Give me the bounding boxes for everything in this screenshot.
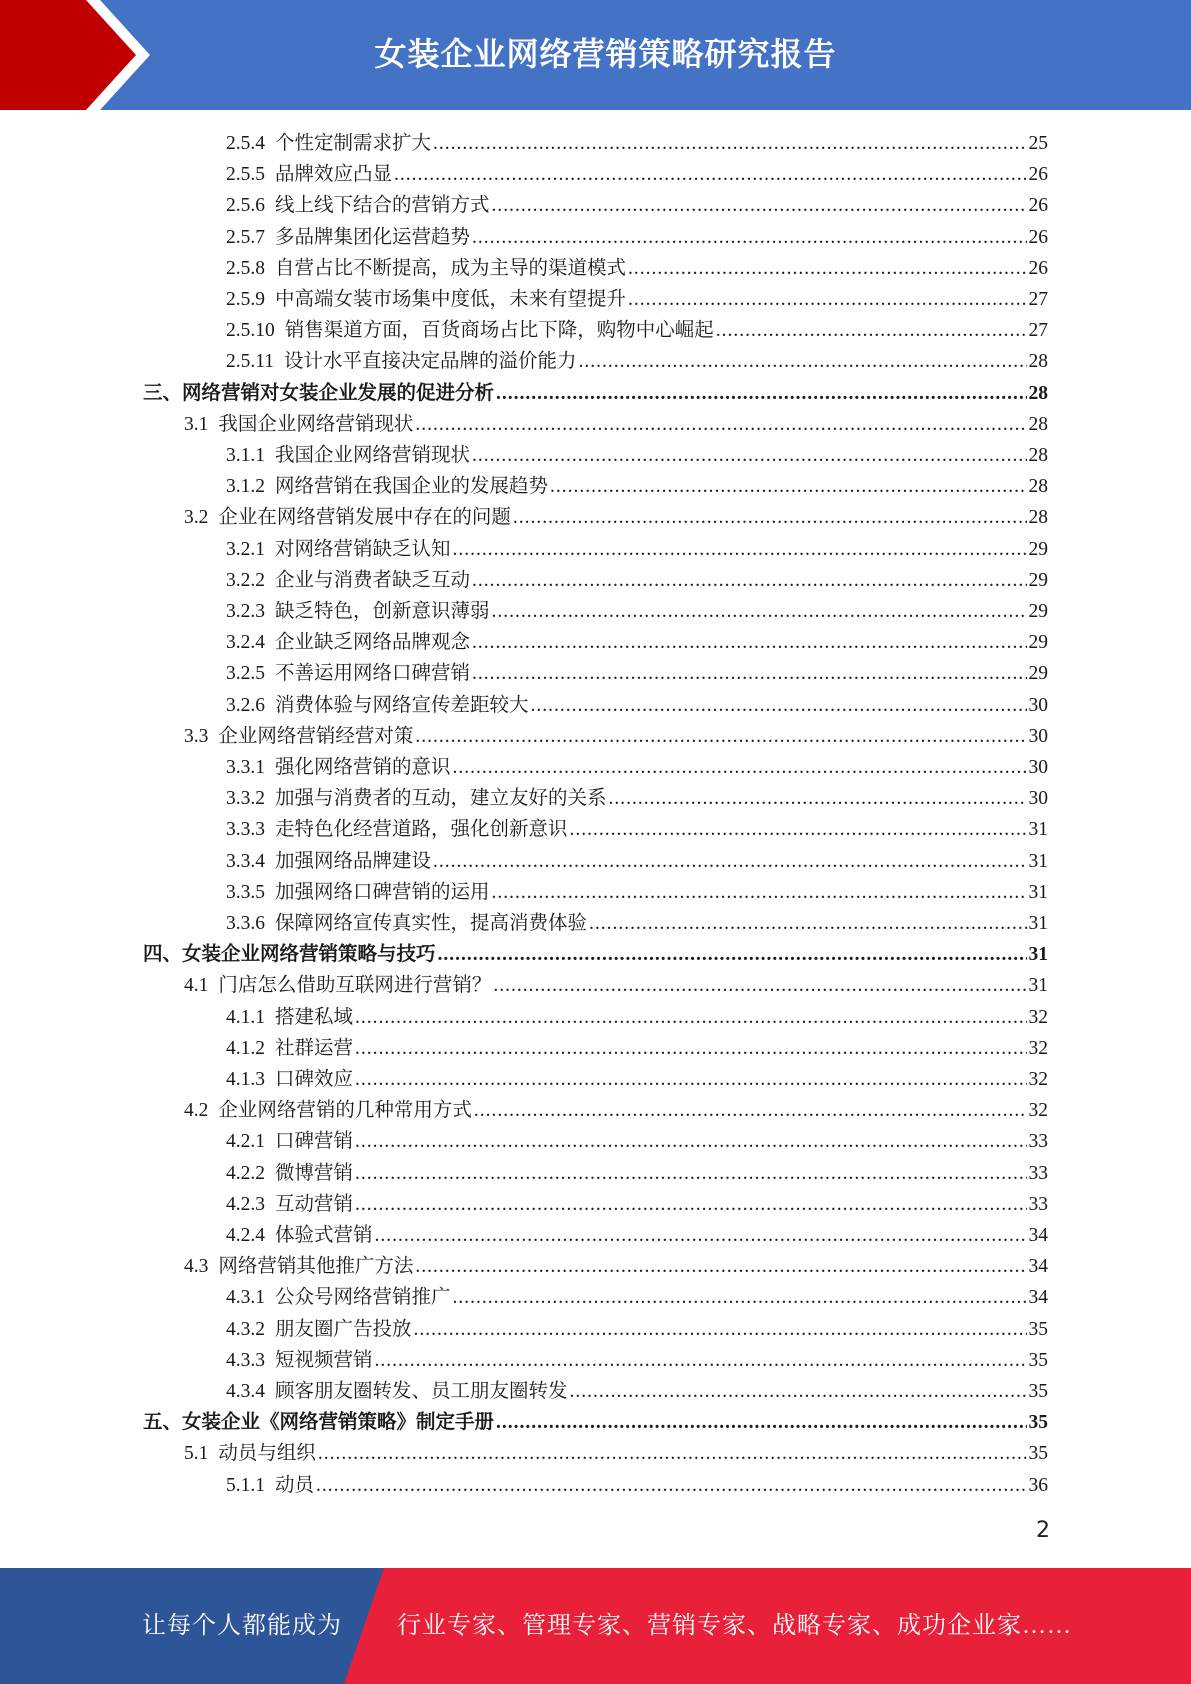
- toc-entry[interactable]: [226, 159, 1048, 190]
- toc-page-number: 28: [1028, 507, 1048, 529]
- toc-section-number: 3.1.2: [226, 476, 265, 498]
- toc-section-number: 3.2.3: [226, 601, 265, 622]
- toc-section-number: 3.2: [184, 507, 209, 529]
- toc-section-number: 4.3.2: [226, 1318, 265, 1340]
- toc-dot-leader: [472, 440, 1026, 471]
- toc-entry-title: 体验式营销: [275, 1225, 373, 1246]
- toc-entry[interactable]: [226, 471, 1048, 502]
- toc-section-number: 4.2.1: [226, 1131, 265, 1153]
- toc-entry[interactable]: [226, 346, 1048, 377]
- toc-entry[interactable]: [226, 190, 1048, 221]
- footer-slogan-right: 行业专家、管理专家、营销专家、战略专家、成功企业家……: [397, 1613, 1072, 1639]
- toc-page-number: 25: [1028, 133, 1048, 154]
- toc-section-number: 3.2.4: [226, 632, 265, 654]
- toc-entry[interactable]: [226, 534, 1048, 565]
- toc-page-number: 29: [1028, 569, 1048, 591]
- toc-section-number: 3.3: [184, 725, 209, 747]
- toc-section-number: 2.5.9: [226, 289, 265, 310]
- toc-section-number: 4.3: [184, 1256, 209, 1278]
- toc-page-number: 31: [1028, 944, 1048, 966]
- toc-entry[interactable]: [226, 596, 1048, 627]
- toc-entry[interactable]: [184, 409, 1048, 440]
- toc-page-number: 31: [1028, 881, 1048, 903]
- toc-dot-leader: [316, 1470, 1026, 1501]
- toc-entry[interactable]: [226, 814, 1048, 845]
- page-header: [0, 0, 1191, 110]
- toc-section-number: 2.5.5: [226, 164, 265, 186]
- toc-section-number: 四、: [143, 944, 183, 966]
- toc-entry-title: 口碑效应: [275, 1069, 354, 1090]
- toc-entry[interactable]: [226, 440, 1048, 471]
- toc-section-number: 3.3.3: [226, 819, 265, 841]
- toc-section-number: 4.1.2: [226, 1037, 265, 1059]
- toc-entry-title: 口碑营销: [275, 1131, 354, 1153]
- toc-entry-title: 对网络营销缺乏认知: [275, 538, 451, 560]
- toc-entry-title: 消费体验与网络宣传差距较大: [275, 694, 529, 716]
- toc-entry[interactable]: [226, 128, 1048, 159]
- toc-page-number: 30: [1028, 788, 1048, 810]
- toc-dot-leader: [570, 1376, 1027, 1407]
- toc-entry[interactable]: [143, 939, 1048, 970]
- toc-section-number: 5.1.1: [226, 1474, 265, 1496]
- toc-page-number: 26: [1028, 164, 1048, 186]
- toc-entry[interactable]: [226, 908, 1048, 939]
- toc-dot-leader: [394, 159, 1026, 190]
- toc-section-number: 2.5.11: [226, 351, 275, 373]
- toc-entry[interactable]: [184, 721, 1048, 752]
- toc-dot-leader: [375, 1345, 1027, 1376]
- toc-entry[interactable]: [226, 1189, 1048, 1220]
- toc-dot-leader: [355, 1189, 1026, 1220]
- toc-dot-leader: [496, 378, 1026, 409]
- toc-page-number: 35: [1028, 1443, 1048, 1465]
- toc-page-number: 35: [1028, 1318, 1048, 1340]
- toc-entry[interactable]: [226, 1345, 1048, 1376]
- toc-dot-leader: [414, 1314, 1027, 1345]
- toc-entry-title: 不善运用网络口碑营销: [275, 663, 471, 685]
- toc-entry-title: 加强网络口碑营销的运用: [275, 881, 490, 903]
- toc-dot-leader: [375, 1220, 1027, 1251]
- toc-dot-leader: [589, 908, 1026, 939]
- toc-entry-title: 加强网络品牌建设: [275, 850, 432, 872]
- toc-entry[interactable]: [226, 1126, 1048, 1157]
- toc-entry-title: 加强与消费者的互动，建立友好的关系: [275, 788, 607, 810]
- toc-dot-leader: [496, 1407, 1026, 1438]
- toc-section-number: 4.2: [184, 1100, 209, 1122]
- toc-entry-title: 网络营销其他推广方法: [218, 1256, 414, 1278]
- toc-entry-title: 线上线下结合的营销方式: [275, 195, 490, 217]
- toc-section-number: 4.1: [184, 975, 209, 997]
- toc-entry-title: 保障网络宣传真实性，提高消费体验: [275, 913, 588, 934]
- toc-dot-leader: [579, 346, 1027, 377]
- toc-entry-title: 朋友圈广告投放: [275, 1318, 412, 1340]
- toc-page-number: 36: [1028, 1474, 1048, 1496]
- toc-entry[interactable]: [226, 846, 1048, 877]
- toc-section-number: 3.1.1: [226, 445, 265, 466]
- toc-entry-title: 企业与消费者缺乏互动: [275, 569, 471, 591]
- toc-dot-leader: [355, 1064, 1026, 1095]
- toc-dot-leader: [513, 502, 1027, 533]
- toc-entry[interactable]: [143, 378, 1048, 409]
- toc-dot-leader: [628, 284, 1026, 315]
- toc-dot-leader: [415, 409, 1026, 440]
- toc-page-number: 27: [1028, 320, 1048, 342]
- toc-dot-leader: [716, 315, 1027, 346]
- toc-entry-title: 短视频营销: [275, 1349, 373, 1371]
- toc-entry-title: 设计水平直接决定品牌的溢价能力: [284, 351, 577, 373]
- toc-page-number: 28: [1028, 445, 1048, 466]
- toc-entry-title: 企业网络营销的几种常用方式: [218, 1100, 472, 1122]
- toc-entry-title: 企业缺乏网络品牌观念: [275, 632, 471, 654]
- toc-page-number: 32: [1028, 1037, 1048, 1059]
- toc-entry[interactable]: [226, 284, 1048, 315]
- toc-entry-title: 多品牌集团化运营趋势: [275, 226, 471, 248]
- toc-dot-leader: [438, 939, 1027, 970]
- toc-entry[interactable]: [184, 1251, 1048, 1282]
- toc-dot-leader: [415, 1251, 1026, 1282]
- toc-page-number: 35: [1028, 1349, 1048, 1371]
- toc-dot-leader: [433, 846, 1026, 877]
- toc-dot-leader: [550, 471, 1026, 502]
- page-number: 2: [1036, 1518, 1050, 1543]
- toc-page-number: 29: [1028, 632, 1048, 654]
- toc-entry[interactable]: [226, 1158, 1048, 1189]
- toc-dot-leader: [433, 128, 1026, 159]
- toc-section-number: 3.3.1: [226, 757, 265, 778]
- toc-page-number: 32: [1028, 1100, 1048, 1122]
- toc-entry[interactable]: [226, 1033, 1048, 1064]
- toc-page-number: 26: [1028, 257, 1048, 279]
- toc-page-number: 30: [1028, 694, 1048, 716]
- toc-page-number: 28: [1028, 351, 1048, 373]
- toc-entry[interactable]: [226, 1314, 1048, 1345]
- toc-entry-title: 搭建私域: [275, 1006, 354, 1028]
- toc-entry[interactable]: [226, 253, 1048, 284]
- toc-section-number: 3.2.1: [226, 538, 265, 560]
- toc-entry-title: 我国企业网络营销现状: [218, 413, 414, 435]
- toc-dot-leader: [355, 1158, 1026, 1189]
- toc-dot-leader: [628, 253, 1026, 284]
- toc-section-number: 2.5.8: [226, 257, 265, 279]
- toc-entry-title: 自营占比不断提高，成为主导的渠道模式: [275, 257, 627, 279]
- toc-page-number: 31: [1028, 850, 1048, 872]
- toc-section-number: 2.5.10: [226, 320, 275, 342]
- toc-dot-leader: [492, 596, 1027, 627]
- toc-dot-leader: [355, 1033, 1026, 1064]
- toc-entry[interactable]: [226, 565, 1048, 596]
- toc-entry[interactable]: [226, 1376, 1048, 1407]
- toc-section-number: 3.3.5: [226, 881, 265, 903]
- toc-entry-title: 互动营销: [275, 1193, 354, 1215]
- toc-entry-title: 微博营销: [275, 1162, 354, 1184]
- toc-entry-title: 走特色化经营道路，强化创新意识: [275, 819, 568, 841]
- toc-entry-title: 网络营销对女装企业发展的促进分析: [182, 382, 495, 404]
- page-footer: [0, 1568, 1191, 1684]
- toc-entry[interactable]: [226, 315, 1048, 346]
- toc-page-number: 34: [1028, 1256, 1048, 1278]
- toc-entry-title: 缺乏特色，创新意识薄弱: [275, 601, 490, 622]
- toc-entry[interactable]: [226, 877, 1048, 908]
- toc-dot-leader: [453, 534, 1027, 565]
- toc-entry[interactable]: [226, 1220, 1048, 1251]
- toc-entry-title: 门店怎么借助互联网进行营销？: [218, 975, 492, 997]
- toc-dot-leader: [609, 783, 1027, 814]
- toc-page-number: 31: [1028, 819, 1048, 841]
- toc-entry-title: 动员: [275, 1474, 315, 1496]
- toc-page-number: 29: [1028, 601, 1048, 622]
- toc-entry[interactable]: [226, 1002, 1048, 1033]
- toc-entry-title: 女装企业《网络营销策略》制定手册: [182, 1412, 495, 1434]
- toc-entry-title: 品牌效应凸显: [275, 164, 393, 186]
- toc-page-number: 29: [1028, 538, 1048, 560]
- toc-dot-leader: [355, 1002, 1026, 1033]
- toc-entry[interactable]: [226, 1064, 1048, 1095]
- toc-entry-title: 强化网络营销的意识: [275, 757, 451, 778]
- toc-section-number: 3.2.5: [226, 663, 265, 685]
- toc-entry-title: 社群运营: [275, 1037, 354, 1059]
- toc-entry-title: 公众号网络营销推广: [275, 1287, 451, 1309]
- toc-page-number: 30: [1028, 757, 1048, 778]
- toc-entry[interactable]: [184, 502, 1048, 533]
- toc-page-number: 33: [1028, 1131, 1048, 1153]
- toc-section-number: 3.3.4: [226, 850, 265, 872]
- toc-entry[interactable]: [226, 222, 1048, 253]
- toc-page-number: 30: [1028, 725, 1048, 747]
- toc-page-number: 33: [1028, 1193, 1048, 1215]
- toc-page-number: 26: [1028, 226, 1048, 248]
- toc-entry-title: 企业网络营销经营对策: [218, 725, 414, 747]
- toc-section-number: 3.2.6: [226, 694, 265, 716]
- toc-page-number: 32: [1028, 1069, 1048, 1090]
- toc-section-number: 4.3.3: [226, 1349, 265, 1371]
- toc-page-number: 26: [1028, 195, 1048, 217]
- toc-dot-leader: [570, 814, 1027, 845]
- toc-page-number: 27: [1028, 289, 1048, 310]
- toc-entry[interactable]: [226, 783, 1048, 814]
- toc-dot-leader: [493, 970, 1026, 1001]
- toc-section-number: 3.3.2: [226, 788, 265, 810]
- toc-entry-title: 个性定制需求扩大: [275, 133, 432, 154]
- toc-section-number: 五、: [143, 1412, 183, 1434]
- toc-entry[interactable]: [226, 752, 1048, 783]
- document-title: 女装企业网络营销策略研究报告: [374, 35, 837, 73]
- toc-section-number: 5.1: [184, 1443, 209, 1465]
- toc-entry-title: 企业在网络营销发展中存在的问题: [218, 507, 511, 529]
- toc-entry[interactable]: [226, 690, 1048, 721]
- toc-section-number: 3.2.2: [226, 569, 265, 591]
- toc-section-number: 2.5.6: [226, 195, 265, 217]
- toc-page-number: 33: [1028, 1162, 1048, 1184]
- toc-dot-leader: [453, 1282, 1027, 1313]
- toc-dot-leader: [472, 565, 1026, 596]
- toc-page-number: 28: [1028, 382, 1048, 404]
- toc-entry-title: 顾客朋友圈转发、员工朋友圈转发: [275, 1381, 568, 1402]
- footer-slogan-left: 让每个人都能成为: [142, 1613, 342, 1639]
- toc-entry-title: 销售渠道方面，百货商场占比下降，购物中心崛起: [284, 320, 714, 342]
- toc-section-number: 4.1.3: [226, 1069, 265, 1090]
- toc-entry[interactable]: [184, 1438, 1048, 1469]
- toc-section-number: 三、: [143, 382, 183, 404]
- toc-page-number: 35: [1028, 1412, 1048, 1434]
- toc-section-number: 4.2.2: [226, 1162, 265, 1184]
- toc-entry[interactable]: [226, 627, 1048, 658]
- toc-section-number: 2.5.4: [226, 133, 265, 154]
- toc-section-number: 4.2.3: [226, 1193, 265, 1215]
- toc-dot-leader: [472, 627, 1026, 658]
- toc-section-number: 3.1: [184, 413, 209, 435]
- toc-entry-title: 中高端女装市场集中度低，未来有望提升: [275, 289, 627, 310]
- toc-section-number: 3.3.6: [226, 913, 265, 934]
- toc-dot-leader: [492, 877, 1027, 908]
- toc-page-number: 32: [1028, 1006, 1048, 1028]
- toc-dot-leader: [355, 1126, 1026, 1157]
- toc-page-number: 28: [1028, 413, 1048, 435]
- toc-entry[interactable]: [143, 1407, 1048, 1438]
- toc-dot-leader: [531, 690, 1027, 721]
- toc-page-number: 28: [1028, 476, 1048, 498]
- toc-section-number: 2.5.7: [226, 226, 265, 248]
- toc-page-number: 31: [1028, 913, 1048, 934]
- toc-section-number: 4.3.1: [226, 1287, 265, 1309]
- toc-dot-leader: [472, 658, 1026, 689]
- toc-entry-title: 我国企业网络营销现状: [275, 445, 471, 466]
- toc-entry[interactable]: [184, 1095, 1048, 1126]
- toc-entry-title: 网络营销在我国企业的发展趋势: [275, 476, 549, 498]
- toc-section-number: 4.3.4: [226, 1381, 265, 1402]
- toc-entry[interactable]: [226, 658, 1048, 689]
- toc-dot-leader: [492, 190, 1027, 221]
- toc-page-number: 34: [1028, 1225, 1048, 1246]
- toc-dot-leader: [453, 752, 1027, 783]
- toc-entry-title: 动员与组织: [218, 1443, 316, 1465]
- toc-entry[interactable]: [226, 1282, 1048, 1313]
- toc-dot-leader: [318, 1438, 1027, 1469]
- toc-dot-leader: [474, 1095, 1027, 1126]
- toc-entry[interactable]: [226, 1470, 1048, 1501]
- toc-page-number: 35: [1028, 1381, 1048, 1402]
- toc-dot-leader: [415, 721, 1026, 752]
- toc-section-number: 4.2.4: [226, 1225, 265, 1246]
- toc-page-number: 34: [1028, 1287, 1048, 1309]
- toc-entry[interactable]: [184, 970, 1048, 1001]
- toc-entry-title: 女装企业网络营销策略与技巧: [182, 944, 436, 966]
- toc-dot-leader: [472, 222, 1026, 253]
- toc-page-number: 31: [1028, 975, 1048, 997]
- toc-section-number: 4.1.1: [226, 1006, 265, 1028]
- toc-page-number: 29: [1028, 663, 1048, 685]
